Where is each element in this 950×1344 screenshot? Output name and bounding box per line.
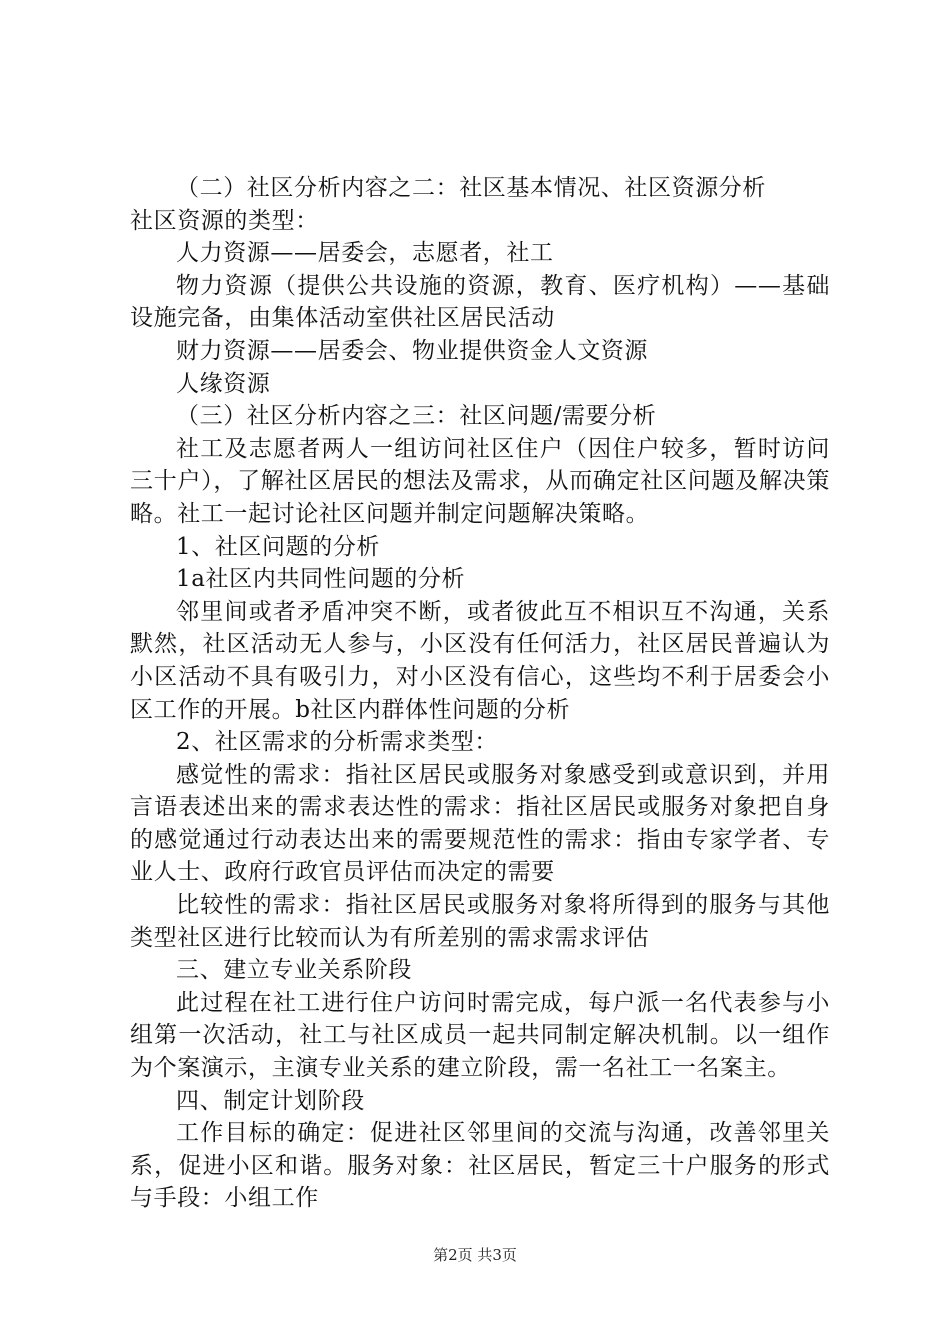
paragraph: 人力资源——居委会，志愿者，社工 [176, 240, 554, 267]
paragraph: （三）社区分析内容之三：社区问题/需要分析 [176, 403, 657, 430]
document-body [130, 172, 830, 1215]
paragraph: 三、建立专业关系阶段 [176, 957, 412, 984]
paragraph: 工作目标的确定：促进社区邻里间的交流与沟通，改善邻里关系，促进小区和谐。服务对象：社区居民，暂定三十户服务的形式与手段：小组工作 [130, 1120, 830, 1212]
paragraph: 人缘资源 [176, 370, 271, 397]
paragraph: 社工及志愿者两人一组访问社区住户（因住户较多，暂时访问三十户），了解社区居民的想法及需求，从而确定社区问题及解决策略。社工一起讨论社区问题并制定问题解决策略。 [130, 435, 830, 527]
paragraph: 2、社区需求的分析需求类型： [176, 729, 499, 756]
paragraph: 财力资源——居委会、物业提供资金人文资源 [176, 337, 648, 364]
page-number-label: 第2页 共3页 [433, 1246, 517, 1264]
paragraph: 比较性的需求：指社区居民或服务对象将所得到的服务与其他类型社区进行比较而认为有所差别的需求需求评估 [130, 892, 830, 951]
page-footer [0, 1244, 950, 1265]
paragraph: 物力资源（提供公共设施的资源，教育、医疗机构）——基础设施完备，由集体活动室供社区居民活动 [130, 272, 830, 332]
paragraph: （二）社区分析内容之二：社区基本情况、社区资源分析 [176, 175, 766, 201]
paragraph: 此过程在社工进行住户访问时需完成，每户派一名代表参与小组第一次活动，社工与社区成员一起共同制定解决机制。以一组作为个案演示，主演专业关系的建立阶段，需一名社工一名案主。 [130, 989, 830, 1082]
paragraph: 感觉性的需求：指社区居民或服务对象感受到或意识到，并用言语表述出来的需求表达性的需求：指社区居民或服务对象把自身的感觉通过行动表达出来的需要规范性的需求：指由专家学者、专业人士、政府行政官员评估而决定的需要 [130, 761, 830, 886]
paragraph: 1a社区内共同性问题的分析 [176, 566, 466, 593]
paragraph: 社区资源的类型： [130, 207, 319, 234]
paragraph: 邻里间或者矛盾冲突不断，或者彼此互不相识互不沟通，关系默然，社区活动无人参与，小区没有任何活力，社区居民普遍认为小区活动不具有吸引力，对小区没有信心，这些均不利于居委会小区工作的开展。b社区内群体性问题的分析 [130, 598, 830, 723]
paragraph: 四、制定计划阶段 [176, 1087, 365, 1114]
paragraph: 1、社区问题的分析 [176, 533, 381, 560]
